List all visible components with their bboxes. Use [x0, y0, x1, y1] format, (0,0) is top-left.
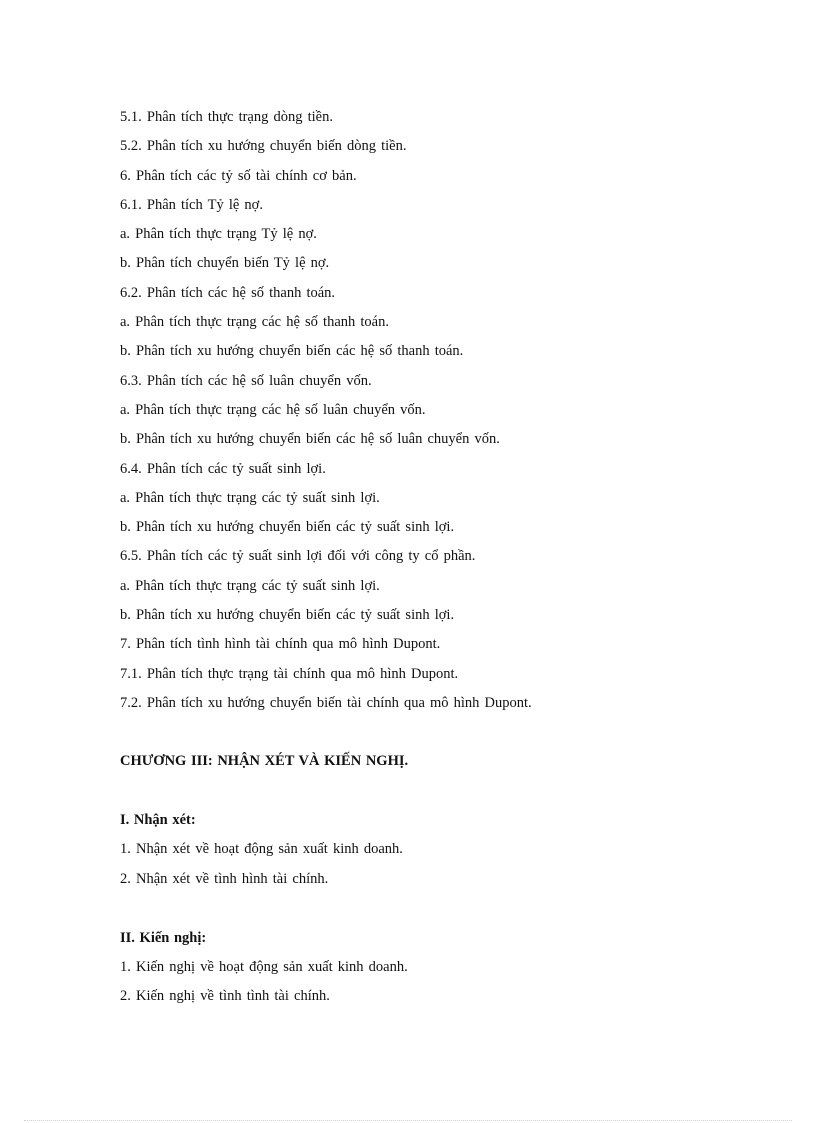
- outline-item: a. Phân tích thực trạng Tỷ lệ nợ.: [120, 226, 317, 243]
- outline-item: a. Phân tích thực trạng các tỷ suất sinh lợi.: [120, 489, 380, 506]
- outline-item: 7.2. Phân tích xu hướng chuyển biến tài chính qua mô hình Dupont.: [120, 694, 532, 711]
- outline-item: 6.1. Phân tích Tỷ lệ nợ.: [120, 196, 263, 213]
- chapter-heading: CHƯƠNG III: NHẬN XÉT VÀ KIẾN NGHỊ.: [120, 753, 409, 770]
- outline-item: a. Phân tích thực trạng các hệ số luân chuyển vốn.: [120, 401, 426, 418]
- outline-item: b. Phân tích xu hướng chuyển biến các hệ số luân chuyển vốn.: [120, 431, 500, 448]
- page-bottom-divider: [24, 1120, 792, 1121]
- outline-item: 5.1. Phân tích thực trạng dòng tiền.: [120, 109, 333, 125]
- section-item: 1. Nhận xét về hoạt động sản xuất kinh doanh.: [120, 841, 403, 858]
- outline-item: b. Phân tích xu hướng chuyển biến các tỷ suất sinh lợi.: [120, 607, 455, 624]
- outline-item: a. Phân tích thực trạng các tỷ suất sinh lợi.: [120, 577, 380, 594]
- outline-item: 5.2. Phân tích xu hướng chuyển biến dòng tiền.: [120, 138, 407, 155]
- section-item: 2. Kiến nghị về tình tình tài chính.: [120, 988, 330, 1005]
- outline-item: 6.2. Phân tích các hệ số thanh toán.: [120, 284, 336, 301]
- outline-item: 6.5. Phân tích các tỷ suất sinh lợi đối với công ty cổ phần.: [120, 548, 476, 565]
- outline-item: 6.4. Phân tích các tỷ suất sinh lợi.: [120, 460, 326, 477]
- section-item: 1. Kiến nghị về hoạt động sản xuất kinh doanh.: [120, 958, 408, 975]
- outline-item: a. Phân tích thực trạng các hệ số thanh toán.: [120, 314, 389, 331]
- section-heading-remarks: I. Nhận xét:: [120, 812, 196, 829]
- outline-item: 6.3. Phân tích các hệ số luân chuyển vốn.: [120, 372, 372, 389]
- outline-item: 7.1. Phân tích thực trạng tài chính qua mô hình Dupont.: [120, 665, 459, 682]
- outline-item: b. Phân tích chuyển biến Tỷ lệ nợ.: [120, 255, 330, 272]
- outline-item: 6. Phân tích các tỷ số tài chính cơ bản.: [120, 167, 357, 184]
- outline-item: b. Phân tích xu hướng chuyển biến các hệ số thanh toán.: [120, 343, 464, 360]
- table-of-contents: [120, 103, 760, 1011]
- section-item: 2. Nhận xét về tình hình tài chính.: [120, 870, 329, 887]
- outline-item: 7. Phân tích tình hình tài chính qua mô hình Dupont.: [120, 636, 441, 653]
- outline-item: b. Phân tích xu hướng chuyển biến các tỷ suất sinh lợi.: [120, 519, 455, 536]
- section-heading-recommendations: II. Kiến nghị:: [120, 929, 207, 946]
